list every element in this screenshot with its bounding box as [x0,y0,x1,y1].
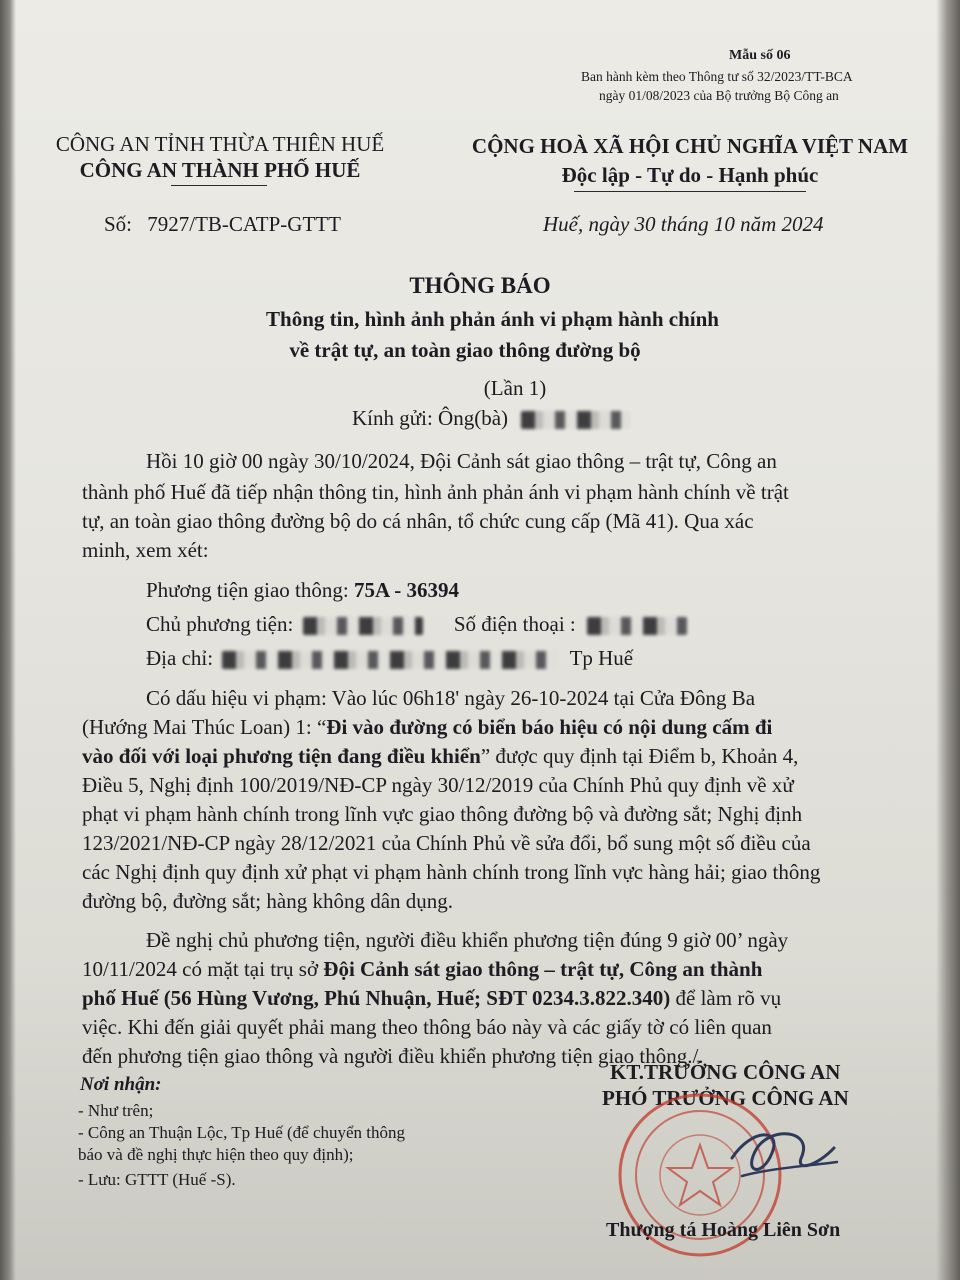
intro-line-1: Hồi 10 giờ 00 ngày 30/10/2024, Đội Cảnh sát giao thông – trật tự, Công an [146,449,777,473]
agency-name: CÔNG AN THÀNH PHỐ HUẾ [79,158,361,182]
owner-label: Chủ phương tiện: [146,612,294,636]
form-number: Mẫu số 06 [729,48,791,63]
nation-motto: Độc lập - Tự do - Hạnh phúc [561,163,819,187]
request-line-3 [82,983,781,1014]
violation-line-2 [82,712,772,743]
form-issued-line2: ngày 01/08/2023 của Bộ trưởng Bộ Công an [599,88,839,103]
recipients-item-2-cont: báo và đề nghị thực hiện theo quy định); [78,1145,354,1164]
violation-quote-end: vào đối với loại phương tiện đang điều khiển [82,744,481,768]
address-label: Địa chỉ: [146,646,214,670]
signature-kt: KT.TRƯỞNG CÔNG AN [610,1060,841,1084]
handwritten-signature [722,1118,842,1190]
redacted-address [222,651,558,669]
vehicle-line [146,575,459,606]
request-line-5: đến phương tiện giao thông và người điều khiển phương tiện giao thông./. [82,1044,704,1068]
doc-number [104,212,341,237]
violation-quote: Đi vào đường có biển báo hiệu có nội dung cấm đi [326,715,773,739]
address-line [146,643,633,674]
violation-text: (Hướng Mai Thúc Loan) 1: “ [82,715,327,739]
intro-line-3: tự, an toàn giao thông đường bộ do cá nhân, tổ chức cung cấp (Mã 41). Qua xác [82,509,754,533]
request-text: để làm rõ vụ [670,986,782,1010]
request-text: 10/11/2024 có mặt tại trụ sở [82,957,324,981]
vehicle-plate: 75A - 36394 [353,578,459,602]
violation-line-7: các Nghị định quy định xử phạt vi phạm hành chính trong lĩnh vực hàng hải; giao thông [82,860,821,884]
request-line-2 [82,954,762,985]
violation-line-6: 123/2021/NĐ-CP ngày 28/12/2021 của Chính Phủ về sửa đổi, bổ sung một số điều của [82,831,811,855]
recipient-line [352,406,631,431]
intro-line-4: minh, xem xét: [82,538,209,562]
nation-name: CỘNG HOÀ XÃ HỘI CHỦ NGHĨA VIỆT NAM [471,134,909,158]
agency-parent: CÔNG AN TỈNH THỪA THIÊN HUẾ [55,132,385,156]
redacted-phone [587,617,687,635]
place-date: Huế, ngày 30 tháng 10 năm 2024 [543,212,824,236]
notice-heading: THÔNG BÁO [409,273,551,298]
form-issued-line1: Ban hành kèm theo Thông tư số 32/2023/TT-BCA [581,69,853,84]
page-shadow-left [0,0,16,1280]
request-office: Đội Cảnh sát giao thông – trật tự, Công an thành [323,957,763,981]
violation-line-3 [82,741,798,772]
signature-title: PHÓ TRƯỞNG CÔNG AN [602,1086,849,1110]
notice-subtitle-2: về trật tự, an toàn giao thông đường bộ [289,338,641,362]
address-city: Tp Huế [569,646,634,670]
page-shadow-right [936,0,960,1280]
recipient-label: Kính gửi: Ông(bà) [352,406,509,430]
recipients-label: Nơi nhận: [80,1074,162,1095]
recipients-item-1: - Như trên; [78,1101,154,1120]
owner-line [146,609,687,640]
agency-underline [171,185,267,186]
notice-round: (Lần 1) [483,376,547,400]
request-office-address: phố Huế (56 Hùng Vương, Phú Nhuận, Huế; SĐT 0234.3.822.340) [82,986,671,1010]
recipients-item-2: - Công an Thuận Lộc, Tp Huế (để chuyển thông [78,1123,406,1142]
violation-line-4: Điều 5, Nghị định 100/2019/NĐ-CP ngày 30/12/2019 của Chính Phủ quy định về xử [82,773,794,797]
redacted-owner-name [303,617,423,635]
doc-number-value: 7927/TB-CATP-GTTT [147,212,341,236]
motto-underline [574,191,806,192]
violation-text: ” được quy định tại Điểm b, Khoản 4, [480,744,799,768]
vehicle-label: Phương tiện giao thông: [146,578,349,602]
violation-line-1: Có dấu hiệu vi phạm: Vào lúc 06h18' ngày 26-10-2024 tại Cửa Đông Ba [146,686,756,710]
redacted-recipient-name [521,411,631,429]
request-line-1: Đề nghị chủ phương tiện, người điều khiển phương tiện đúng 9 giờ 00’ ngày [146,928,789,952]
signer-name: Thượng tá Hoàng Liên Sơn [606,1219,841,1241]
violation-line-8: đường bộ, đường sắt; hàng không dân dụng. [82,889,454,913]
violation-line-5: phạt vi phạm hành chính trong lĩnh vực giao thông đường bộ và đường sắt; Nghị định [82,802,803,826]
notice-subtitle-1: Thông tin, hình ảnh phản ánh vi phạm hành chính [266,307,719,331]
phone-label: Số điện thoại : [453,612,576,636]
intro-line-2: thành phố Huế đã tiếp nhận thông tin, hình ảnh phản ánh vi phạm hành chính về trật [82,480,789,504]
request-line-4: việc. Khi đến giải quyết phải mang theo thông báo này và các giấy tờ có liên quan [82,1015,772,1039]
doc-number-label: Số: [104,212,133,236]
recipients-item-3: - Lưu: GTTT (Huế -S). [78,1170,236,1189]
